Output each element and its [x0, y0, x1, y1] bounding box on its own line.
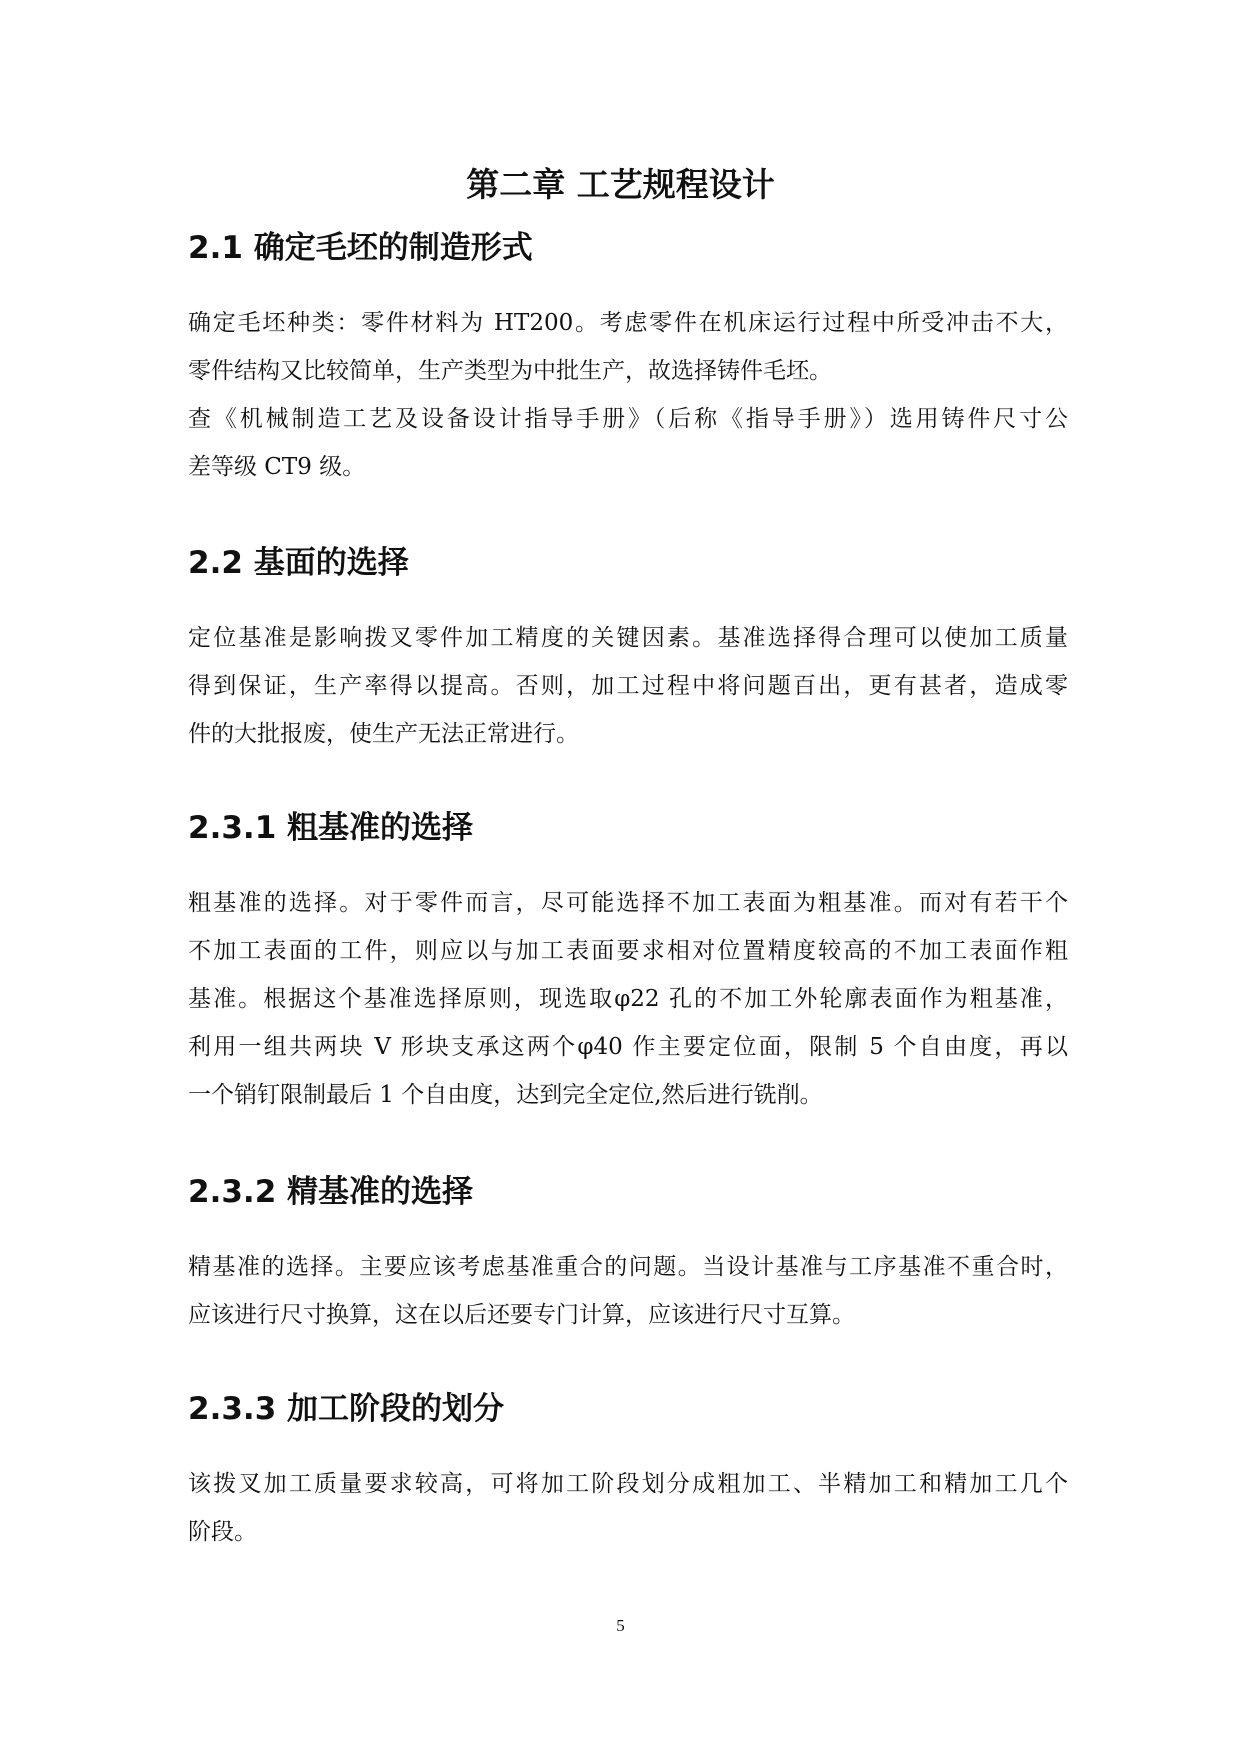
- paragraph-line: 差等级 CT9 级。: [188, 454, 366, 480]
- section-heading-2-2: 2.2 基面的选择: [188, 545, 409, 581]
- section-heading-2-1: 2.1 确定毛坯的制造形式: [188, 230, 533, 266]
- paragraph-line: 阶段。: [188, 1519, 257, 1545]
- paragraph-line: 查《机械制造工艺及设备设计指导手册》（后称《指导手册》）选用铸件尺寸公: [188, 406, 1068, 432]
- page-number: 5: [616, 1616, 625, 1635]
- section-heading-2-3-1: 2.3.1 粗基准的选择: [188, 810, 474, 846]
- paragraph-line: 零件结构又比较简单，生产类型为中批生产，故选择铸件毛坯。: [188, 358, 832, 384]
- paragraph-line: 利用一组共两块 V 形块支承这两个φ40 作主要定位面，限制 5 个自由度，再以: [188, 1034, 1068, 1060]
- section-paragraph-2-3-3: [188, 1460, 1068, 1556]
- paragraph-line: 一个销钉限制最后 1 个自由度，达到完全定位,然后进行铣削。: [188, 1082, 823, 1108]
- section-paragraph-2-3-1: [188, 879, 1068, 1119]
- section-paragraph-2-1: [188, 299, 1068, 491]
- paragraph-line: 应该进行尺寸换算，这在以后还要专门计算，应该进行尺寸互算。: [188, 1302, 855, 1328]
- paragraph-line: 精基准的选择。主要应该考虑基准重合的问题。当设计基准与工序基准不重合时，: [188, 1254, 1068, 1280]
- paragraph-line: 确定毛坯种类：零件材料为 HT200。考虑零件在机床运行过程中所受冲击不大，: [188, 310, 1068, 336]
- section-heading-2-3-2: 2.3.2 精基准的选择: [188, 1174, 474, 1210]
- section-paragraph-2-2: [188, 614, 1068, 758]
- paragraph-line: 该拨叉加工质量要求较高，可将加工阶段划分成粗加工、半精加工和精加工几个: [188, 1471, 1068, 1497]
- section-heading-2-3-3: 2.3.3 加工阶段的划分: [188, 1391, 505, 1427]
- paragraph-line: 基准。根据这个基准选择原则，现选取φ22 孔的不加工外轮廓表面作为粗基准，: [188, 986, 1068, 1012]
- paragraph-line: 粗基准的选择。对于零件而言，尽可能选择不加工表面为粗基准。而对有若干个: [188, 890, 1068, 916]
- chapter-title: 第二章 工艺规程设计: [466, 165, 775, 204]
- paragraph-line: 得到保证，生产率得以提高。否则，加工过程中将问题百出，更有甚者，造成零: [188, 673, 1068, 699]
- paragraph-line: 件的大批报废，使生产无法正常进行。: [188, 721, 579, 747]
- section-paragraph-2-3-2: [188, 1243, 1068, 1339]
- paragraph-line: 不加工表面的工件，则应以与加工表面要求相对位置精度较高的不加工表面作粗: [188, 938, 1068, 964]
- paragraph-line: 定位基准是影响拨叉零件加工精度的关键因素。基准选择得合理可以使加工质量: [188, 625, 1068, 651]
